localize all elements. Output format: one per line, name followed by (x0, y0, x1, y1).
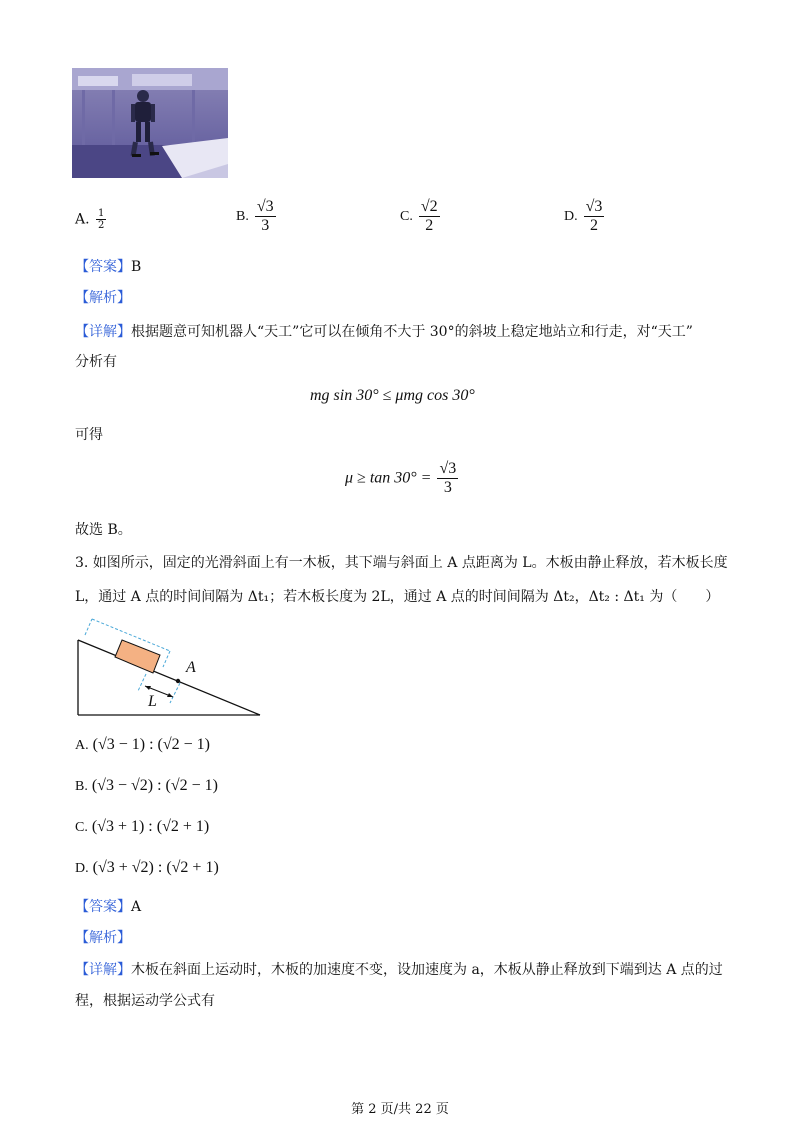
q2-answer (75, 257, 141, 277)
q2-option-c (400, 198, 442, 235)
detail-text: 木板在斜面上运动时，木板的加速度不变，设加速度为 a，木板从静止释放到下端到达 A 点的过 (131, 962, 723, 978)
q2-detail-line2: 分析有 (75, 354, 117, 370)
answer-tag: 【答案】 (75, 259, 131, 275)
answer-value: B (131, 259, 142, 275)
option-label: A. (75, 211, 90, 228)
q3-stem-line1: 3. 如图所示，固定的光滑斜面上有一木板，其下端与斜面上 A 点距离为 L。木板由静止释放，若木板长度 (75, 555, 728, 571)
fraction-numerator: √2 (420, 198, 438, 215)
q3-stem-line2: L，通过 A 点的时间间隔为 Δt₁；若木板长度为 2L，通过 A 点的时间间隔为 Δt₂，Δt₂ : Δt₁ 为（ ） (75, 589, 720, 605)
fraction-numerator: 1 (98, 208, 105, 219)
q3-option-b (75, 776, 218, 797)
fraction-denominator: 2 (98, 220, 105, 231)
q2-detail-line1 (75, 322, 693, 342)
fraction-denominator: 3 (443, 479, 452, 496)
q2-option-b (236, 198, 278, 235)
q2-conclusion: 故选 B。 (75, 522, 132, 538)
fraction (437, 460, 458, 497)
point-a-label: A (186, 659, 196, 676)
fraction-denominator: 2 (590, 217, 599, 234)
fraction-numerator: √3 (439, 460, 457, 477)
page-number: 第 2 页/共 22 页 (351, 1102, 449, 1117)
q3-option-d (75, 858, 219, 879)
option-label: C. (75, 820, 88, 835)
q2-keyi: 可得 (75, 427, 103, 443)
answer-value: A (131, 899, 142, 915)
fraction (96, 208, 106, 231)
fraction-denominator: 2 (425, 217, 434, 234)
option-text: (√3 + √2) : (√2 + 1) (92, 859, 219, 876)
q3-analysis-tag: 【解析】 (75, 930, 131, 946)
detail-tag: 【详解】 (75, 962, 131, 978)
option-text: (√3 − 1) : (√2 − 1) (92, 736, 210, 753)
q2-formula-1: mg sin 30° ≤ μmg cos 30° (310, 387, 475, 404)
detail-tag: 【详解】 (75, 324, 131, 340)
fraction-numerator: √3 (585, 198, 603, 215)
length-l-label: L (148, 693, 157, 710)
q3-option-a (75, 735, 210, 756)
q3-option-c (75, 817, 209, 838)
q2-analysis-tag: 【解析】 (75, 290, 131, 306)
option-label: B. (236, 209, 249, 225)
q3-detail-line1 (75, 960, 723, 980)
answer-tag: 【答案】 (75, 899, 131, 915)
fraction (584, 198, 605, 235)
fraction-numerator: √3 (256, 198, 274, 215)
q2-option-a (75, 208, 108, 231)
option-label: A. (75, 738, 89, 753)
option-text: (√3 − √2) : (√2 − 1) (91, 777, 218, 794)
option-text: (√3 + 1) : (√2 + 1) (91, 818, 210, 835)
option-label: B. (75, 779, 88, 794)
fraction (419, 198, 440, 235)
q3-detail-line2: 程，根据运动学公式有 (75, 993, 215, 1009)
option-label: C. (400, 209, 413, 225)
fraction-denominator: 3 (261, 217, 270, 234)
option-label: D. (75, 861, 89, 876)
q2-formula-2 (345, 460, 460, 497)
option-label: D. (564, 209, 578, 225)
q2-option-d (564, 198, 606, 235)
q3-answer (75, 897, 141, 917)
incline-figure (70, 615, 270, 724)
robot-photo (72, 68, 228, 178)
fraction (255, 198, 276, 235)
detail-text: 根据题意可知机器人“天工”它可以在倾角不大于 30°的斜坡上稳定地站立和行走，对“天工” (131, 324, 693, 340)
formula-left: μ ≥ tan 30° = (345, 469, 432, 487)
